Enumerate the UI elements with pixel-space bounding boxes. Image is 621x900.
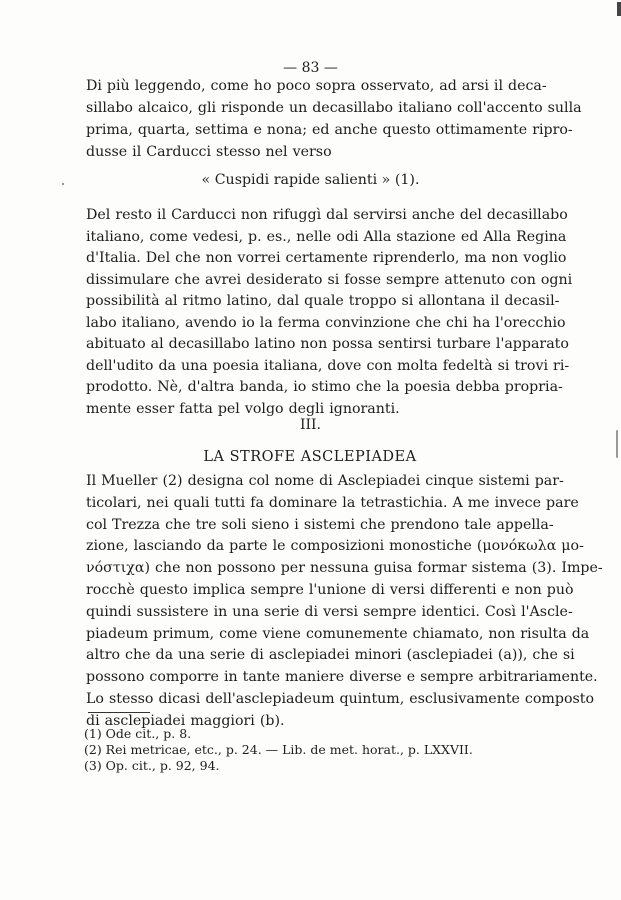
paragraph3-line-4: zione, lasciando da parte le composizioni monostiche (μονόκωλα μο-	[86, 538, 584, 555]
paragraph2-line-4: dissimulare che avrei desiderato si fosse sempre attenuto con ogni	[86, 271, 573, 288]
paragraph1-line-2: sillabo alcaico, gli risponde un decasillabo italiano coll'accento sulla	[86, 100, 582, 116]
page-number: — 83 —	[283, 60, 338, 76]
paragraph3-line-9: altro che da una serie di asclepiadei minori (asclepiadei (a)), che si	[86, 647, 575, 664]
paragraph3-line-8: piadeum primum, come viene comunemente chiamato, non risulta da	[86, 625, 590, 642]
paragraph2-line-9: prodotto. Nè, d'altra banda, io stimo che la poesia debba propria-	[86, 379, 563, 395]
paragraph2-line-8: dell'udito da una poesia italiana, dove con molta fedeltà si trovi ri-	[86, 357, 570, 374]
section-number: III.	[299, 417, 322, 433]
paragraph3-line-10: possono comporre in tante maniere diverse e sempre arbitrariamente.	[86, 669, 598, 686]
paragraph1-line-3: prima, quarta, settima e nona; ed anche questo ottimamente ripro-	[86, 122, 573, 138]
paragraph2-line-5: possibilità al ritmo latino, dal quale troppo si allontana il decasil-	[86, 293, 560, 309]
paragraph3-line-5: νόστιχα) che non possono per nessuna guisa formar sistema (3). Impe-	[86, 560, 603, 577]
paragraph3-line-12: di asclepiadei maggiori (b).	[86, 712, 285, 729]
footnote-2: (2) Rei metricae, etc., p. 24. — Lib. de met. horat., p. LXXVII.	[84, 742, 473, 757]
paragraph3-line-6: rocchè questo implica sempre l'unione di versi differenti e non può	[86, 582, 574, 598]
paragraph3-line-2: ticolari, nei quali tutti fa dominare la tetrastichia. A me invece pare	[86, 494, 579, 511]
paragraph2-line-2: italiano, come vedesi, p. es., nelle odi Alla stazione ed Alla Regina	[86, 228, 567, 245]
paragraph2-line-7: abituato al decasillabo latino non possa sentirsi turbare l'apparato	[86, 336, 569, 352]
paragraph3-line-1: Il Mueller (2) designa col nome di Asclepiadei cinque sistemi par-	[86, 473, 564, 489]
section-title: LA STROFE ASCLEPIADEA	[203, 449, 417, 465]
paragraph2-line-10: mente esser fatta pel volgo degli ignoranti.	[86, 400, 400, 417]
paragraph3-line-7: quindi sussistere in una serie di versi sempre identici. Così l'Ascle-	[86, 603, 573, 620]
paragraph1-line-1: Di più leggendo, come ho poco sopra osservato, ad arsi il deca-	[86, 78, 547, 94]
footnote-1: (1) Ode cit., p. 8.	[84, 726, 192, 741]
page-edge-mark	[617, 2, 621, 16]
verse-quote: « Cuspidi rapide salienti » (1).	[201, 172, 420, 188]
paragraph1-line-4: dusse il Carducci stesso nel verso	[86, 144, 332, 160]
scan-speck	[62, 183, 64, 185]
paragraph2-line-6: labo italiano, avendo io la ferma convinzione che chi ha l'orecchio	[86, 314, 566, 331]
paragraph3-line-3: col Trezza che tre soli sieno i sistemi che prendono tale appella-	[86, 516, 554, 533]
paragraph3-line-11: Lo stesso dicasi dell'asclepiadeum quintum, esclusivamente composto	[86, 691, 595, 707]
footnote-rule	[88, 712, 150, 713]
footnote-3: (3) Op. cit., p. 92, 94.	[84, 758, 220, 773]
paragraph2-line-1: Del resto il Carducci non rifuggì dal servirsi anche del decasillabo	[86, 207, 568, 223]
scan-edge-line	[616, 430, 618, 458]
paragraph2-line-3: d'Italia. Del che non vorrei certamente riprenderlo, ma non voglio	[86, 250, 567, 266]
